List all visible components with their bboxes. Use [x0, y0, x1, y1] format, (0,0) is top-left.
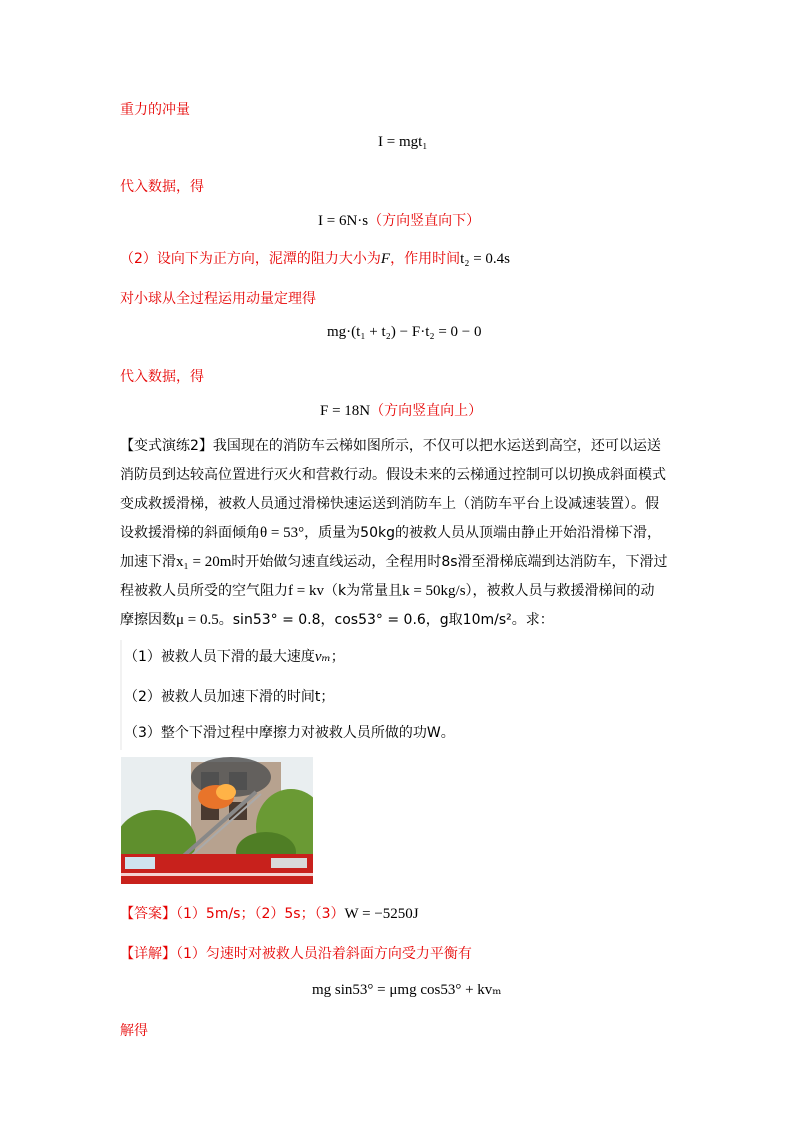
margin-rule [120, 640, 122, 750]
problem-line-2: 消防员到达较高位置进行灭火和营救行动。假设未来的云梯通过控制可以切换成斜面模式 [120, 467, 666, 483]
mu-value: μ = 0.5 [176, 612, 219, 628]
distance-value: x₁ = 20m [176, 554, 232, 570]
problem-line-1: 【变式演练2】我国现在的消防车云梯如图所示，不仅可以把水运送到高空，还可以运送 [120, 438, 661, 454]
angle-value: θ = 53° [260, 525, 305, 541]
vm-symbol: vₘ [314, 649, 331, 665]
part2-intro-time: t₂ = 0.4s [460, 251, 511, 267]
answer-content: （1）5m/s；（2）5s；（3） [176, 906, 345, 922]
result-impulse-note: （方向竖直向下） [368, 213, 481, 229]
question-2: （2）被救人员加速下滑的时间t； [124, 689, 335, 705]
formula-momentum: mg·(t₁ + t₂) − F·t₂ = 0 − 0 [327, 324, 482, 340]
part2-intro-a: （2）设向下为正方向，泥潭的阻力大小为 [120, 251, 381, 267]
problem-line-6: 程被救人员所受的空气阻力f = kv（k为常量且k = 50kg/s），被救人员与救援滑梯间的动 [120, 583, 655, 599]
result-resistance [320, 400, 482, 420]
answer-work: W = −5250J [344, 906, 419, 922]
result-impulse-expr: I = 6N·s [318, 213, 369, 229]
part2-intro-var: F [380, 251, 391, 267]
formula-impulse: I = mgt₁ [378, 134, 428, 150]
formula-equilibrium: mg sin53° = μmg cos53° + kvₘ [312, 982, 502, 998]
part2-intro-b: ，作用时间 [390, 251, 461, 267]
question-3: （3）整个下滑过程中摩擦力对被救人员所做的功W。 [124, 725, 455, 741]
fire-truck-ladder-illustration [121, 757, 313, 884]
problem-line-3: 变成救援滑梯，被救人员通过滑梯快速运送到消防车上（消防车平台上设减速装置）。假 [120, 496, 659, 512]
question-1: （1）被救人员下滑的最大速度vₘ； [124, 649, 345, 665]
problem-line-4: 设救援滑梯的斜面倾角θ = 53°，质量为50kg的被救人员从顶端由静止开始沿滑梯下滑， [120, 525, 661, 541]
heading-gravity-impulse: 重力的冲量 [120, 102, 190, 118]
result-resistance-expr: F = 18N [320, 403, 371, 419]
momentum-theorem-text: 对小球从全过程运用动量定理得 [120, 291, 316, 307]
answer-line [120, 903, 419, 923]
problem-line-7: 摩擦因数μ = 0.5。sin53° = 0.8，cos53° = 0.6，g取10m/s²。求： [120, 612, 554, 628]
detail-label: 【详解】 [120, 946, 176, 962]
detail-content: （1）匀速时对被救人员沿着斜面方向受力平衡有 [176, 946, 472, 962]
part2-intro [120, 248, 510, 268]
problem-line-5: 加速下滑x₁ = 20m时开始做匀速直线运动，全程用时8s滑至滑梯底端到达消防车，下滑过 [120, 554, 668, 570]
drag-formula: f = kv [288, 583, 324, 599]
problem-paragraph [120, 432, 682, 635]
k-value: k = 50kg/s [402, 583, 466, 599]
result-resistance-note: （方向竖直向上） [370, 403, 483, 419]
result-impulse [318, 210, 480, 230]
detail-line [120, 943, 472, 963]
solve-text: 解得 [120, 1023, 148, 1039]
substitute-text-2: 代入数据，得 [120, 369, 204, 385]
substitute-text-1: 代入数据，得 [120, 179, 204, 195]
fire-truck-ladder-photo [121, 757, 313, 884]
answer-label: 【答案】 [120, 906, 176, 922]
